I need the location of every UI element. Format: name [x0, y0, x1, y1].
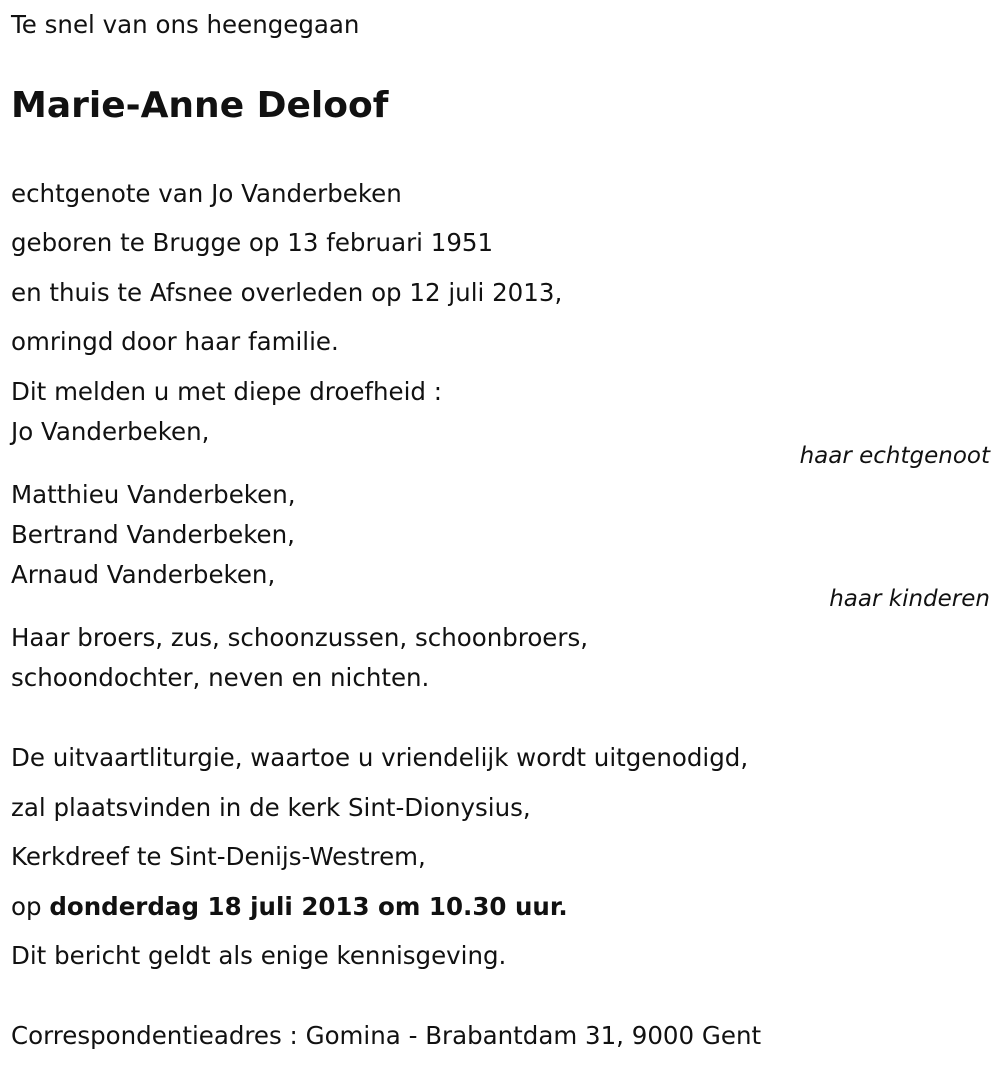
- notice-text: Dit bericht geldt als enige kennisgeving.: [11, 941, 507, 970]
- child-name: Matthieu Vanderbeken,: [11, 480, 296, 509]
- deceased-name: Marie-Anne Deloof: [11, 85, 389, 126]
- funeral-line: zal plaatsvinden in de kerk Sint-Dionysius,: [11, 793, 531, 822]
- correspondence-address: Correspondentieadres : Gomina - Brabantdam 31, 9000 Gent: [11, 1021, 762, 1050]
- announcement-text: Dit melden u met diepe droefheid :: [11, 377, 443, 406]
- family-line: schoondochter, neven en nichten.: [11, 663, 430, 692]
- family-line: Haar broers, zus, schoonzussen, schoonbroers,: [11, 623, 589, 652]
- spouse-role: haar echtgenoot: [799, 443, 990, 469]
- intro-text: Te snel van ons heengegaan: [11, 10, 360, 39]
- funeral-date-prefix: op: [11, 892, 42, 921]
- children-role: haar kinderen: [829, 586, 990, 612]
- detail-line: en thuis te Afsnee overleden op 12 juli 2013,: [11, 278, 563, 307]
- child-name: Bertrand Vanderbeken,: [11, 520, 295, 549]
- detail-line: omringd door haar familie.: [11, 327, 339, 356]
- funeral-line: Kerkdreef te Sint-Denijs-Westrem,: [11, 842, 426, 871]
- funeral-line: De uitvaartliturgie, waartoe u vriendelijk wordt uitgenodigd,: [11, 743, 749, 772]
- funeral-date: donderdag 18 juli 2013 om 10.30 uur.: [49, 892, 568, 921]
- funeral-date-line: [11, 892, 568, 922]
- child-name: Arnaud Vanderbeken,: [11, 560, 276, 589]
- detail-line: geboren te Brugge op 13 februari 1951: [11, 228, 494, 257]
- detail-line: echtgenote van Jo Vanderbeken: [11, 179, 402, 208]
- spouse-name: Jo Vanderbeken,: [11, 417, 210, 446]
